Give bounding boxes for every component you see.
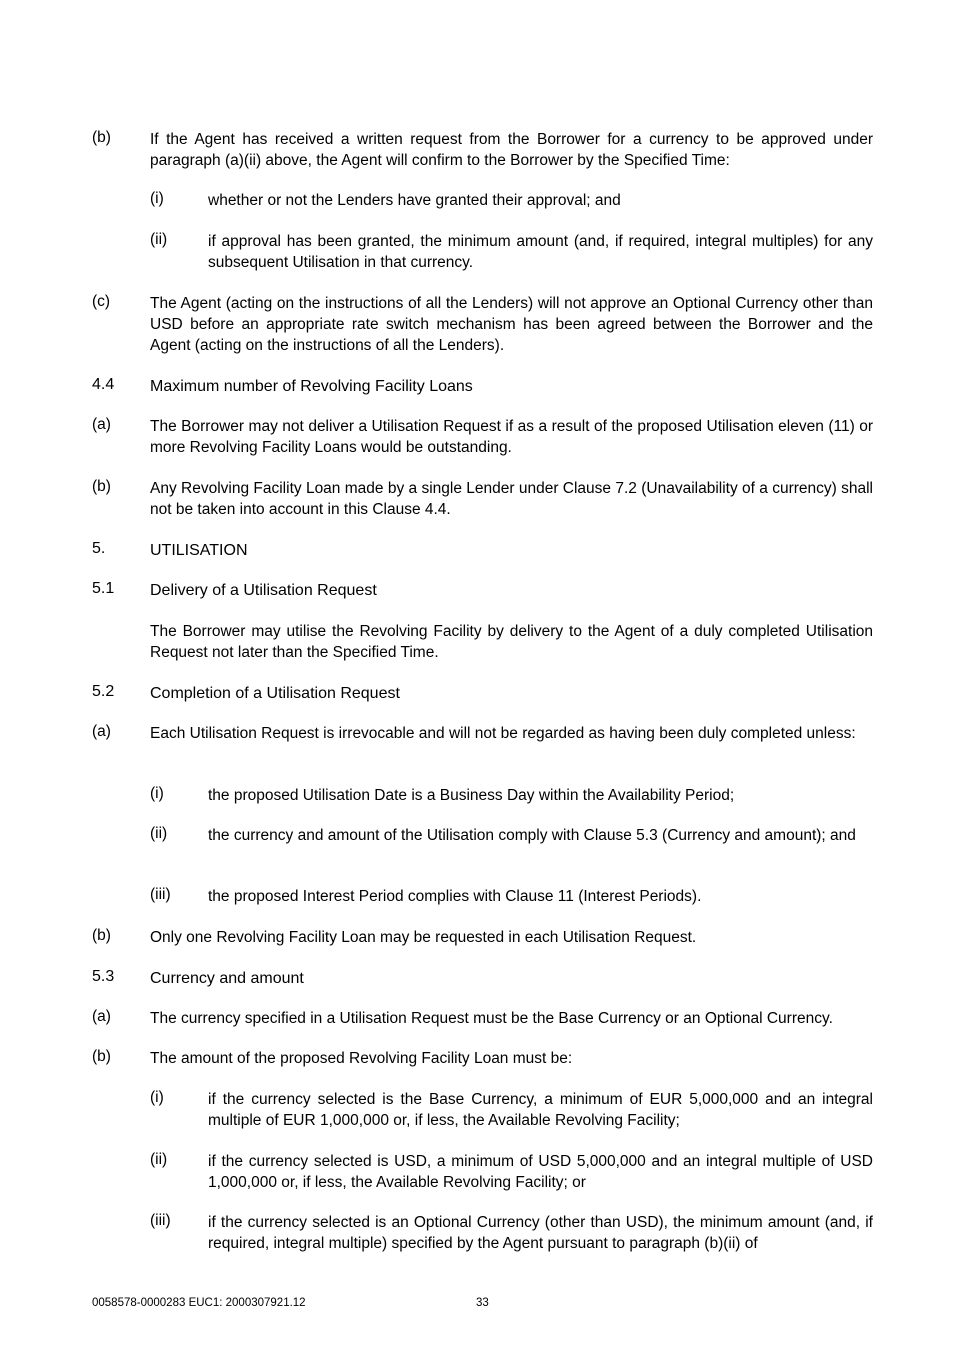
clause-heading: Delivery of a Utilisation Request <box>150 582 377 599</box>
clause-number: 5.2 <box>92 683 115 700</box>
para-text: Any Revolving Facility Loan made by a single Lender under Clause 7.2 (Unavailability of a currency) shall not be taken into account in this Clause 4.4. <box>150 480 873 518</box>
subpara-label: (ii) <box>150 1151 168 1168</box>
subpara-label: (i) <box>150 785 164 802</box>
clause-number: 5.3 <box>92 968 115 985</box>
clause-heading: Maximum number of Revolving Facility Loans <box>150 378 473 395</box>
para-label: (b) <box>92 129 111 146</box>
para-text: The currency specified in a Utilisation Request must be the Base Currency or an Optional Currency. <box>150 1010 833 1027</box>
para-label: (b) <box>92 1048 111 1065</box>
subpara-text: if approval has been granted, the minimum amount (and, if required, integral multiples) for any subsequent Utilisation in that currency. <box>208 233 873 271</box>
subpara-text: the proposed Utilisation Date is a Business Day within the Availability Period; <box>208 787 735 804</box>
section-heading: UTILISATION <box>150 542 248 559</box>
para-text: The amount of the proposed Revolving Facility Loan must be: <box>150 1050 573 1067</box>
para-text: Only one Revolving Facility Loan may be requested in each Utilisation Request. <box>150 929 697 946</box>
subpara-text: if the currency selected is the Base Currency, a minimum of EUR 5,000,000 and an integral multiple of EUR 1,000,000 or, if less, the Available Revolving Facility; <box>208 1091 873 1129</box>
clause-number: 4.4 <box>92 376 115 393</box>
para-label: (b) <box>92 478 111 495</box>
footer-document-reference: 0058578-0000283 EUC1: 2000307921.12 <box>92 1297 306 1309</box>
subpara-label: (ii) <box>150 231 168 248</box>
clause-number: 5.1 <box>92 580 115 597</box>
subpara-label: (i) <box>150 190 164 207</box>
subpara-label: (iii) <box>150 1212 171 1229</box>
subpara-text: if the currency selected is an Optional Currency (other than USD), the minimum amount (and, if required, integral multiple) specified by the Agent pursuant to paragraph (b)(ii) of <box>208 1214 873 1252</box>
para-text: Each Utilisation Request is irrevocable and will not be regarded as having been duly completed unless: <box>150 725 856 742</box>
para-label: (a) <box>92 1008 111 1025</box>
clause-heading: Currency and amount <box>150 970 304 987</box>
para-label: (a) <box>92 723 111 740</box>
para-label: (c) <box>92 293 111 310</box>
subpara-text: if the currency selected is USD, a minimum of USD 5,000,000 and an integral multiple of USD 1,000,000 or, if less, the Available Revolving Facility; or <box>208 1153 873 1191</box>
subpara-label: (i) <box>150 1089 164 1106</box>
subpara-label: (iii) <box>150 886 171 903</box>
section-number: 5. <box>92 540 106 557</box>
subpara-label: (ii) <box>150 825 168 842</box>
para-text: The Borrower may not deliver a Utilisation Request if as a result of the proposed Utilisation eleven (11) or more Revolving Facility Loans would be outstanding. <box>150 418 873 456</box>
para-text: If the Agent has received a written request from the Borrower for a currency to be approved under paragraph (a)(ii) above, the Agent will confirm to the Borrower by the Specified Time: <box>150 131 873 169</box>
subpara-text: the proposed Interest Period complies with Clause 11 (Interest Periods). <box>208 888 702 905</box>
subpara-text: the currency and amount of the Utilisation comply with Clause 5.3 (Currency and amount); and <box>208 827 856 844</box>
footer-page-number: 33 <box>476 1297 489 1309</box>
para-text: The Borrower may utilise the Revolving Facility by delivery to the Agent of a duly completed Utilisation Request not later than the Specified Time. <box>150 623 873 661</box>
para-text: The Agent (acting on the instructions of all the Lenders) will not approve an Optional Currency other than USD before an appropriate rate switch mechanism has been agreed between the Borrower and the Agent (acting on the instructions of all the Lenders). <box>150 295 873 354</box>
para-label: (a) <box>92 416 111 433</box>
subpara-text: whether or not the Lenders have granted their approval; and <box>208 192 621 209</box>
para-label: (b) <box>92 927 111 944</box>
clause-heading: Completion of a Utilisation Request <box>150 685 400 702</box>
